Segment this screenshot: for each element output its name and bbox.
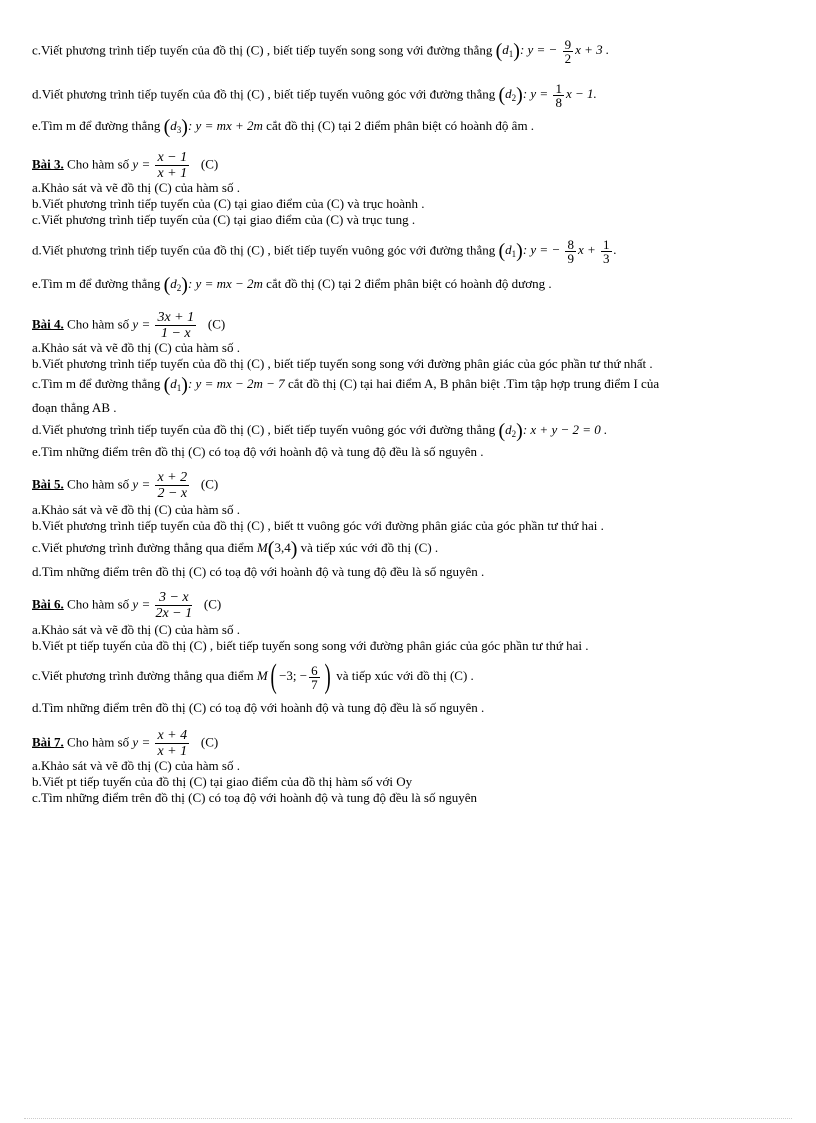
line-b4b: b.Viết phương trình tiếp tuyến của đồ thị (C) , biết tiếp tuyến song song với đường phân giác của góc phần tư thứ nhất .	[32, 356, 653, 371]
line-b6c: c.Viết phương trình đường thẳng qua điểm M( −3; − $\frac{6}{7}$ ) và tiếp xúc với đồ thị (C) .	[32, 658, 474, 695]
exercise-title: Bài 6.	[32, 596, 64, 612]
line-equation: $(d_2)$: y = mx − 2m	[163, 274, 263, 297]
line-b3e: e.Tìm m để đường thẳng $(d_2)$: y = mx − 2m cắt đồ thị (C) tại 2 điểm phân biệt có hoành độ dương .	[32, 274, 552, 297]
line-b4d: d.Viết phương trình tiếp tuyến của đồ thị (C) , biết tiếp tuyến vuông góc với đường thẳng $(d_2)$: x + y − 2 = 0 .	[32, 420, 608, 443]
page-bottom-border	[24, 1118, 792, 1119]
point-m: M(3,4)	[256, 538, 298, 561]
line-b4e: e.Tìm những điểm trên đồ thị (C) có toạ độ với hoành độ và tung độ đều là số nguyên .	[32, 444, 484, 459]
text: d.Viết phương trình tiếp tuyến của đồ thị (C) , biết tiếp tuyến vuông góc với đường thẳng	[32, 86, 496, 102]
line-b3b: b.Viết phương trình tiếp tuyến của (C) tại giao điểm của (C) và trục hoành .	[32, 196, 425, 211]
exercise-7-header: Bài 7. Cho hàm số y = $\frac{x + 4}{x + 1}$ (C)	[32, 728, 219, 759]
function-fraction: $\frac{x - 1}{x + 1}$	[157, 150, 188, 181]
line-b6b: b.Viết pt tiếp tuyến của đồ thị (C) , biết tiếp tuyến song song với đường phân giác của góc phần tư thứ hai .	[32, 638, 589, 653]
point-m: M( −3; − $\frac{6}{7}$ )	[256, 658, 331, 695]
line-equation: $(d_1)$: y = − $\frac{8}{9}$ x + $\frac{1}{3}$ .	[498, 237, 617, 266]
exercise-5-header: Bài 5. Cho hàm số y = $\frac{x + 2}{2 - x}$ (C)	[32, 470, 219, 501]
exercise-title: Bài 5.	[32, 476, 64, 492]
exercise-title: Bài 7.	[32, 734, 64, 750]
function-fraction: $\frac{x + 2}{2 - x}$	[157, 470, 188, 501]
line-1c	[32, 38, 609, 65]
line-b4c-cont: đoạn thẳng AB .	[32, 400, 117, 415]
line-1d	[32, 82, 597, 109]
function-fraction: $\frac{x + 4}{x + 1}$	[157, 728, 188, 759]
exercise-6-header: Bài 6. Cho hàm số y = $\frac{3 - x}{2x - 1}$ (C)	[32, 590, 222, 621]
line-b6d: d.Tìm những điểm trên đồ thị (C) có toạ độ với hoành độ và tung độ đều là số nguyên .	[32, 700, 485, 715]
line-b5c: c.Viết phương trình đường thẳng qua điểm M(3,4) và tiếp xúc với đồ thị (C) .	[32, 538, 439, 561]
line-b6a: a.Khảo sát và vẽ đồ thị (C) của hàm số .	[32, 622, 240, 637]
line-b3c: c.Viết phương trình tiếp tuyến của (C) tại giao điểm của (C) và trục tung .	[32, 212, 416, 227]
exercise-title: Bài 4.	[32, 316, 64, 332]
text: cắt đồ thị (C) tại 2 điểm phân biệt có hoành độ âm .	[266, 118, 535, 133]
line-b3d: d.Viết phương trình tiếp tuyến của đồ thị (C) , biết tiếp tuyến vuông góc với đường thẳng $(d_1)$: y = − $\frac{8}{9}$ x + $\frac{1}{3}$ .	[32, 237, 617, 266]
line-b3a: a.Khảo sát và vẽ đồ thị (C) của hàm số .	[32, 180, 240, 195]
text: e.Tìm m để đường thẳng	[32, 118, 161, 133]
function-fraction: $\frac{3x + 1}{1 - x}$	[157, 310, 195, 341]
line-equation: $(d_2)$: x + y − 2 = 0 .	[498, 420, 608, 443]
line-b4a: a.Khảo sát và vẽ đồ thị (C) của hàm số .	[32, 340, 240, 355]
line-b5a: a.Khảo sát và vẽ đồ thị (C) của hàm số .	[32, 502, 240, 517]
line-equation: $(d_2)$: y = $\frac{1}{8}$ x − 1.	[498, 81, 597, 110]
line-b4c: c.Tìm m để đường thẳng $(d_1)$: y = mx − 2m − 7 cắt đồ thị (C) tại hai điểm A, B phân biệt .Tìm tập hợp trung điểm I của	[32, 374, 660, 397]
line-b7a: a.Khảo sát và vẽ đồ thị (C) của hàm số .	[32, 758, 240, 773]
line-b5d: d.Tìm những điểm trên đồ thị (C) có toạ độ với hoành độ và tung độ đều là số nguyên .	[32, 564, 485, 579]
line-b7c: c.Tìm những điểm trên đồ thị (C) có toạ độ với hoành độ và tung độ đều là số nguyên	[32, 790, 478, 805]
function-fraction: $\frac{3 - x}{2x - 1}$	[155, 590, 193, 621]
text: Cho hàm số	[67, 156, 130, 172]
line-b7b: b.Viết pt tiếp tuyến của đồ thị (C) tại giao điểm của đồ thị hàm số với Oy	[32, 774, 413, 789]
exercise-4-header: Bài 4. Cho hàm số y = $\frac{3x + 1}{1 - x}$ (C)	[32, 310, 226, 341]
line-b5b: b.Viết phương trình tiếp tuyến của đồ thị (C) , biết tt vuông góc với đường phân giác của góc phần tư thứ hai .	[32, 518, 604, 533]
line-equation: $(d_1)$: y = mx − 2m − 7	[163, 374, 285, 397]
line-equation: $(d_1)$: y = − $\frac{9}{2}$ x + 3 .	[495, 37, 610, 66]
exercise-3-header: Bài 3. Cho hàm số y = $\frac{x - 1}{x + 1}$ (C)	[32, 150, 219, 181]
line-equation: $(d_3)$: y = mx + 2m	[163, 116, 263, 139]
text: c.Viết phương trình tiếp tuyến của đồ thị (C) , biết tiếp tuyến song song với đường thẳng	[32, 42, 493, 58]
exercise-title: Bài 3.	[32, 156, 64, 172]
line-1e	[32, 118, 534, 138]
